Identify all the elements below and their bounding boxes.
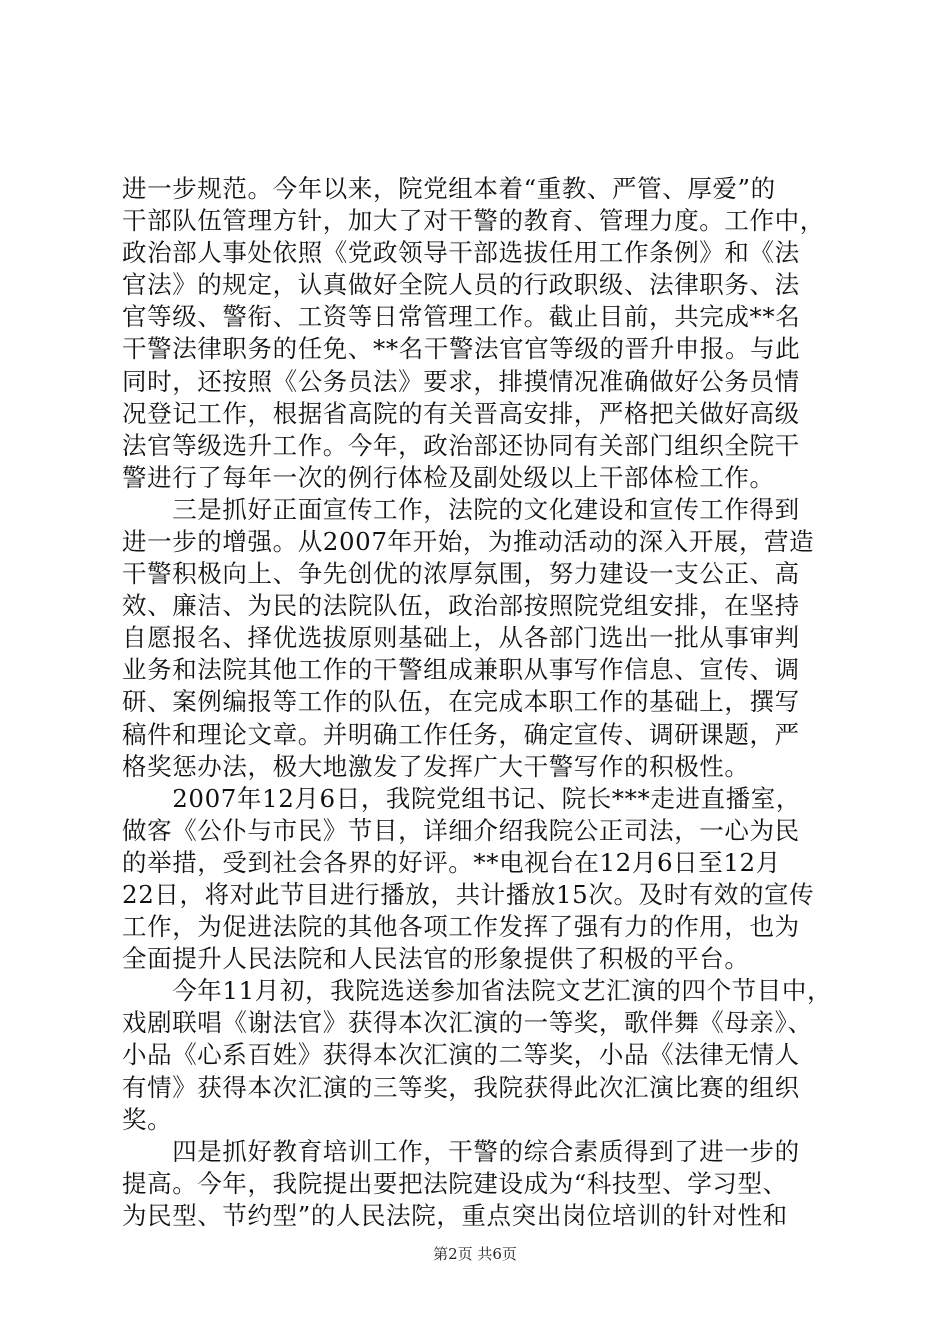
text-line: 稿件和理论文章。并明确工作任务，确定宣传、调研课题，严: [122, 719, 800, 749]
text-line: 研、案例编报等工作的队伍，在完成本职工作的基础上，撰写: [122, 687, 800, 717]
text-line: 奖。: [122, 1104, 173, 1134]
text-line: 的举措，受到社会各界的好评。**电视台在12月6日至12月: [122, 847, 781, 877]
text-line: 为民型、节约型”的人民法院，重点突出岗位培训的针对性和: [122, 1200, 788, 1230]
text-line: 做客《公仆与市民》节目，详细介绍我院公正司法，一心为民: [122, 815, 800, 845]
text-line: 全面提升人民法院和人民法官的形象提供了积极的平台。: [122, 944, 750, 974]
text-line: 2007年12月6日，我院党组书记、院长***走进直播室，: [122, 783, 801, 813]
text-line: 况登记工作，根据省高院的有关晋高安排，严格把关做好高级: [122, 398, 800, 428]
text-line: 法官等级选升工作。今年，政治部还协同有关部门组织全院干: [122, 430, 800, 460]
text-line: 业务和法院其他工作的干警组成兼职从事写作信息、宣传、调: [122, 655, 800, 685]
text-line: 效、廉洁、为民的法院队伍，政治部按照院党组安排，在坚持: [122, 591, 800, 621]
text-line: 三是抓好正面宣传工作，法院的文化建设和宣传工作得到: [122, 494, 800, 524]
text-line: 官法》的规定，认真做好全院人员的行政职级、法律职务、法: [122, 270, 800, 300]
text-line: 警进行了每年一次的例行体检及副处级以上干部体检工作。: [122, 462, 775, 492]
text-line: 干警积极向上、争先创优的浓厚氛围，努力建设一支公正、高: [122, 559, 800, 589]
text-line: 自愿报名、择优选拔原则基础上，从各部门选出一批从事审判: [122, 623, 800, 653]
text-line: 工作，为促进法院的其他各项工作发挥了强有力的作用，也为: [122, 912, 800, 942]
text-line: 四是抓好教育培训工作，干警的综合素质得到了进一步的: [122, 1136, 800, 1166]
text-line: 干部队伍管理方针，加大了对干警的教育、管理力度。工作中，: [122, 206, 825, 236]
text-line: 官等级、警衔、工资等日常管理工作。截止目前，共完成**名: [122, 302, 801, 332]
text-line: 有情》获得本次汇演的三等奖，我院获得此次汇演比赛的组织: [122, 1072, 800, 1102]
text-line: 同时，还按照《公务员法》要求，排摸情况准确做好公务员情: [122, 366, 800, 396]
page-number-footer: 第2页 共6页: [433, 1245, 517, 1263]
text-line: 22日，将对此节目进行播放，共计播放15次。及时有效的宣传: [122, 880, 815, 909]
text-line: 进一步规范。今年以来，院党组本着“重教、严管、厚爱”的: [122, 174, 776, 203]
text-line: 今年11月初，我院选送参加省法院文艺汇演的四个节目中，: [122, 976, 833, 1006]
text-line: 提高。今年，我院提出要把法院建设成为“科技型、学习型、: [122, 1168, 788, 1198]
text-line: 干警法律职务的任免、**名干警法官官等级的晋升申报。与此: [122, 334, 801, 364]
text-line: 进一步的增强。从2007年开始，为推动活动的深入开展，营造: [122, 527, 815, 556]
text-line: 政治部人事处依照《党政领导干部选拔任用工作条例》和《法: [122, 238, 800, 268]
text-line: 小品《心系百姓》获得本次汇演的二等奖，小品《法律无情人: [122, 1040, 800, 1070]
text-line: 戏剧联唱《谢法官》获得本次汇演的一等奖，歌伴舞《母亲》、: [122, 1008, 813, 1038]
text-line: 格奖惩办法，极大地激发了发挥广大干警写作的积极性。: [122, 751, 750, 781]
